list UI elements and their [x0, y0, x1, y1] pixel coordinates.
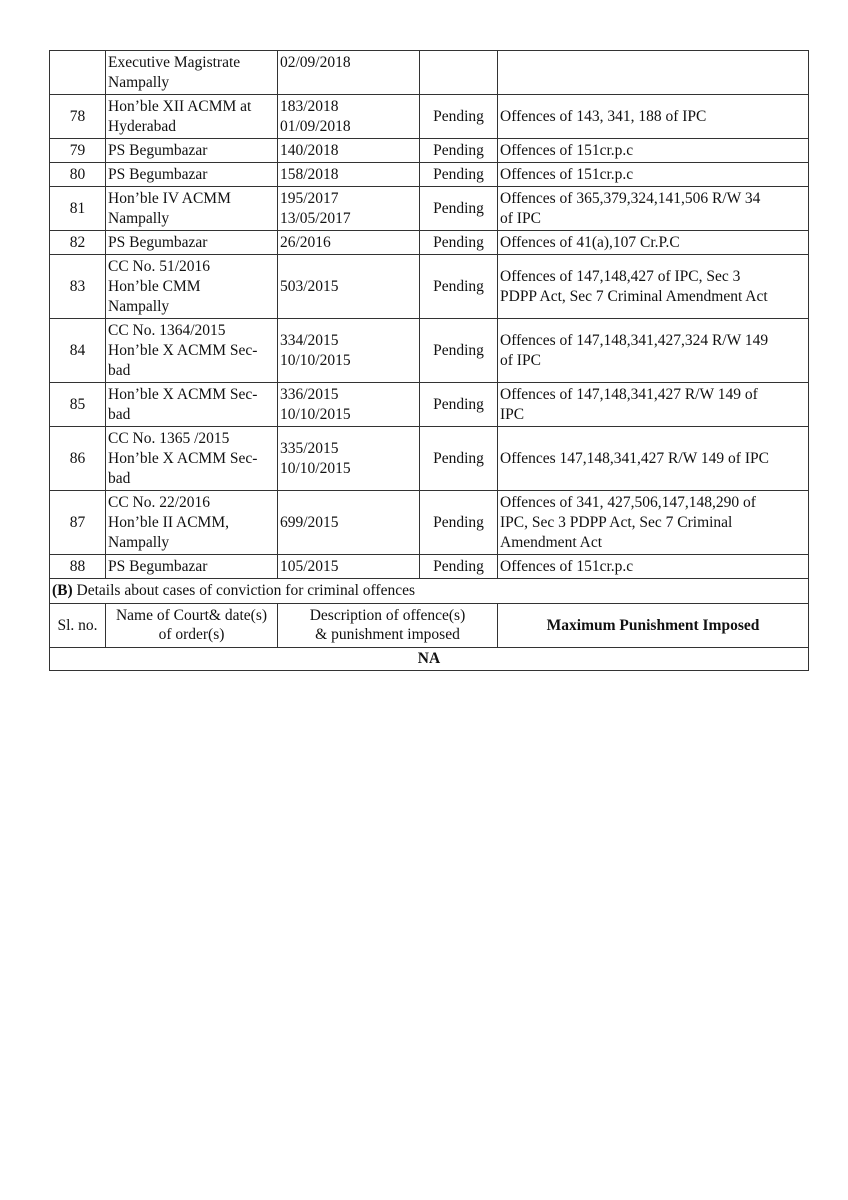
offence-cell: [498, 51, 809, 95]
table-row: [50, 319, 809, 383]
court-cell: CC No. 1364/2015 Hon’ble X ACMM Sec- bad: [106, 319, 278, 383]
status-cell: Pending: [420, 555, 498, 579]
status-cell: Pending: [420, 383, 498, 427]
header-court-date: Name of Court& date(s) of order(s): [106, 603, 278, 647]
sl-no-cell: 86: [50, 427, 106, 491]
pending-cases-table: [49, 50, 809, 579]
section-b-value-row: [50, 647, 809, 670]
status-cell: Pending: [420, 427, 498, 491]
status-cell: [420, 51, 498, 95]
court-cell: Executive Magistrate Nampally: [106, 51, 278, 95]
header-max-punishment: Maximum Punishment Imposed: [498, 603, 809, 647]
sl-no-cell: 83: [50, 255, 106, 319]
offence-cell: Offences 147,148,341,427 R/W 149 of IPC: [498, 427, 809, 491]
status-cell: Pending: [420, 255, 498, 319]
table-row: [50, 163, 809, 187]
status-cell: Pending: [420, 163, 498, 187]
case-number-cell: 503/2015: [278, 255, 420, 319]
case-number-cell: 26/2016: [278, 231, 420, 255]
offence-cell: Offences of 341, 427,506,147,148,290 of IPC, Sec 3 PDPP Act, Sec 7 Criminal Amendment Act: [498, 491, 809, 555]
section-b-value: NA: [50, 647, 809, 670]
status-cell: Pending: [420, 319, 498, 383]
offence-cell: Offences of 151cr.p.c: [498, 163, 809, 187]
offence-cell: Offences of 143, 341, 188 of IPC: [498, 95, 809, 139]
sl-no-cell: 85: [50, 383, 106, 427]
sl-no-cell: 84: [50, 319, 106, 383]
status-cell: Pending: [420, 491, 498, 555]
document-page: [49, 50, 808, 671]
offence-cell: Offences of 147,148,341,427,324 R/W 149 of IPC: [498, 319, 809, 383]
court-cell: PS Begumbazar: [106, 555, 278, 579]
table-row: [50, 427, 809, 491]
court-cell: Hon’ble X ACMM Sec- bad: [106, 383, 278, 427]
case-number-cell: 336/2015 10/10/2015: [278, 383, 420, 427]
sl-no-cell: [50, 51, 106, 95]
table-row: [50, 139, 809, 163]
sl-no-cell: 81: [50, 187, 106, 231]
court-cell: PS Begumbazar: [106, 139, 278, 163]
offence-cell: Offences of 41(a),107 Cr.P.C: [498, 231, 809, 255]
offence-cell: Offences of 365,379,324,141,506 R/W 34 of IPC: [498, 187, 809, 231]
table-row: [50, 491, 809, 555]
table-row: [50, 255, 809, 319]
section-b-header-row: [50, 603, 809, 647]
table-row: [50, 231, 809, 255]
case-number-cell: 699/2015: [278, 491, 420, 555]
court-cell: PS Begumbazar: [106, 163, 278, 187]
conviction-cases-table: [49, 579, 809, 671]
section-b-title: [50, 579, 809, 603]
header-description: Description of offence(s) & punishment imposed: [278, 603, 498, 647]
offence-cell: Offences of 151cr.p.c: [498, 139, 809, 163]
section-b-title-row: [50, 579, 809, 603]
status-cell: Pending: [420, 187, 498, 231]
offence-cell: Offences of 151cr.p.c: [498, 555, 809, 579]
sl-no-cell: 87: [50, 491, 106, 555]
table-row: [50, 51, 809, 95]
table-row: [50, 187, 809, 231]
offence-cell: Offences of 147,148,341,427 R/W 149 of IPC: [498, 383, 809, 427]
sl-no-cell: 78: [50, 95, 106, 139]
section-b-title-text: Details about cases of conviction for criminal offences: [72, 581, 415, 599]
court-cell: CC No. 22/2016 Hon’ble II ACMM, Nampally: [106, 491, 278, 555]
sl-no-cell: 80: [50, 163, 106, 187]
case-number-cell: 140/2018: [278, 139, 420, 163]
case-number-cell: 195/2017 13/05/2017: [278, 187, 420, 231]
case-number-cell: 02/09/2018: [278, 51, 420, 95]
status-cell: Pending: [420, 139, 498, 163]
sl-no-cell: 88: [50, 555, 106, 579]
court-cell: CC No. 1365 /2015 Hon’ble X ACMM Sec- bad: [106, 427, 278, 491]
header-sl-no: Sl. no.: [50, 603, 106, 647]
status-cell: Pending: [420, 95, 498, 139]
court-cell: CC No. 51/2016 Hon’ble CMM Nampally: [106, 255, 278, 319]
court-cell: Hon’ble XII ACMM at Hyderabad: [106, 95, 278, 139]
section-b-label: (B): [52, 581, 73, 599]
table-row: [50, 555, 809, 579]
sl-no-cell: 79: [50, 139, 106, 163]
court-cell: Hon’ble IV ACMM Nampally: [106, 187, 278, 231]
case-number-cell: 335/2015 10/10/2015: [278, 427, 420, 491]
table-row: [50, 95, 809, 139]
case-number-cell: 158/2018: [278, 163, 420, 187]
offence-cell: Offences of 147,148,427 of IPC, Sec 3 PDPP Act, Sec 7 Criminal Amendment Act: [498, 255, 809, 319]
status-cell: Pending: [420, 231, 498, 255]
case-number-cell: 334/2015 10/10/2015: [278, 319, 420, 383]
court-cell: PS Begumbazar: [106, 231, 278, 255]
sl-no-cell: 82: [50, 231, 106, 255]
case-number-cell: 105/2015: [278, 555, 420, 579]
case-number-cell: 183/2018 01/09/2018: [278, 95, 420, 139]
table-row: [50, 383, 809, 427]
